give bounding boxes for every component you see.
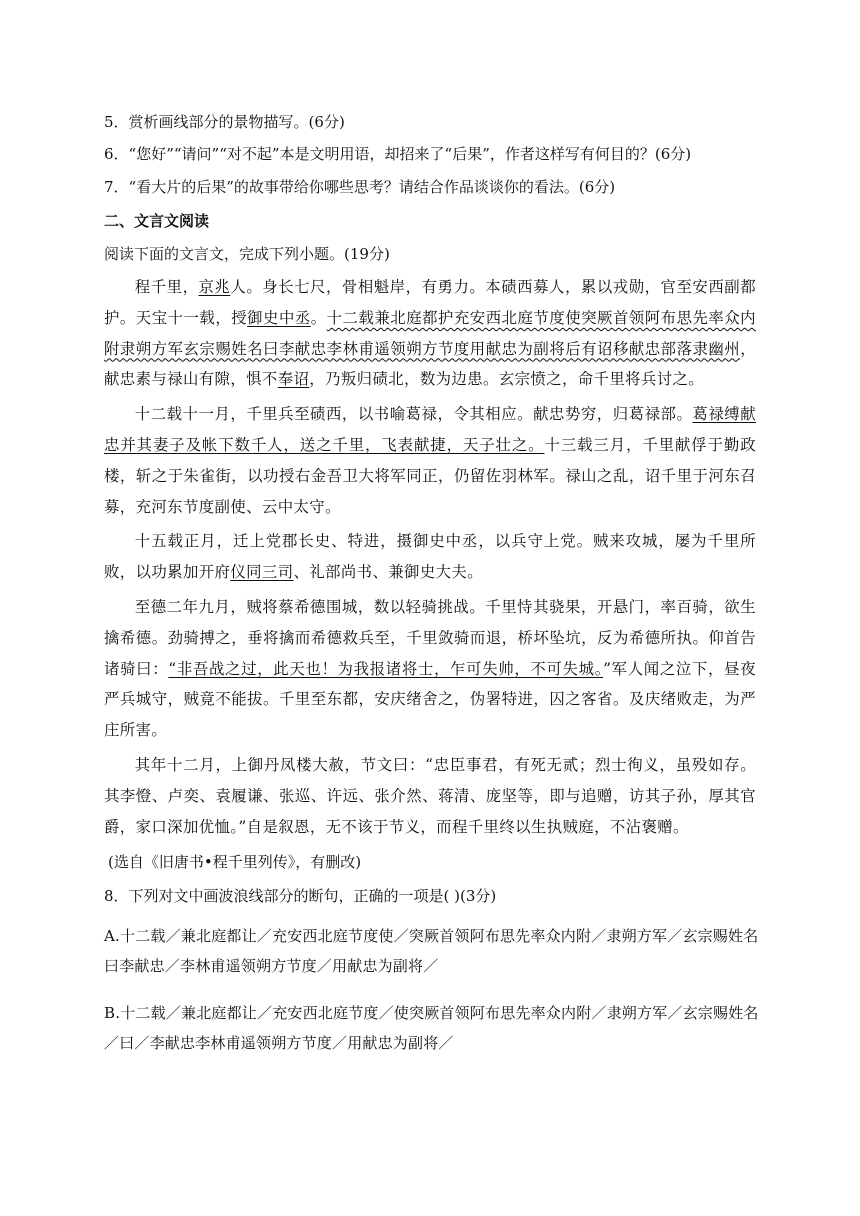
wavy-underlined-sentence: 十二载兼北庭都护充安西北庭节度使突厥首领阿布思先率众内附隶朔方军玄宗赐姓名曰李献忠李林甫遥领朔方节度用献忠为副将后有诏移献忠部落隶幽州 [104, 308, 756, 358]
option-b: B.十二载／兼北庭都让／充安西北庭节度／使突厥首领阿布思先率众内附／隶朔方军／玄宗赐姓名／曰／李献忠李林甫遥领朔方节度／用献忠为副将／ [104, 1004, 759, 1052]
section-title: 二、文言文阅读 [104, 212, 210, 230]
text-run: 。 [310, 308, 327, 327]
underlined-term-fengzhao: 奉诏 [277, 370, 310, 389]
question-8-stem: 8．下列对文中画波浪线部分的断句，正确的一项是( )(3分) [104, 887, 497, 905]
text-run: ”军人闻之泣下，昼夜严兵城守，贼竟不能拔。千里至东都，安庆绪舍之，伪署特进，囚之客省。及庆绪败走，为严庄所害。 [104, 659, 756, 740]
text-run: ，献忠素与禄山有隙，惧不 [104, 339, 756, 389]
passage-paragraph-3 [104, 526, 756, 588]
text-run: 十五载正月，迁上党郡长史、特进，摄御史中丞，以兵守上党。贼来攻城，屡为千里所败，以功累加开府 [104, 532, 756, 582]
text-run: 十二载十一月，千里兵至碛西，以书喻葛禄，令其相应。献忠势穷，归葛禄部。 [134, 405, 693, 424]
passage-source: (选自《旧唐书•程千里列传》，有删改) [108, 853, 362, 871]
text-run: ，乃叛归碛北，数为边患。玄宗愤之，命千里将兵讨之。 [309, 370, 705, 389]
question-7: 7．“看大片的后果”的故事带给你哪些思考？请结合作品谈谈你的看法。(6分) [104, 178, 616, 196]
underlined-term-yushizhongcheng: 御史中丞 [247, 308, 311, 327]
text-run: 至德二年九月，贼将蔡希德围城，数以轻骑挑战。千里恃其骁果，开悬门，率百骑，欲生擒希德。劲骑搏之，垂将擒而希德救兵至，千里敛骑而退，桥坏坠坑，反为希德所执。仰首告诸骑曰： [104, 597, 756, 678]
underlined-term-jingzhao: 京兆 [198, 278, 231, 296]
section-instruction: 阅读下面的文言文，完成下列小题。(19分) [104, 245, 390, 263]
passage-paragraph-1 [104, 272, 756, 395]
underlined-term-yitongsansi: 仪同三司 [230, 563, 294, 582]
text-run: 、礼部尚书、兼御史大夫。 [293, 563, 483, 582]
underlined-quote: “非吾战之过，此天也！为我报诸将士，乍可失帅，不可失城。 [168, 659, 604, 678]
text-run: 人。身长七尺，骨相魁岸，有勇力。本碛西募人，累以戎勋，官至安西副都护。天宝十一载，授 [104, 278, 756, 327]
text-run: 十三载三月，千里献俘于勤政楼，斩之于朱雀街，以功授右金吾卫大将军同正，仍留佐羽林军。禄山之乱，诏千里于河东召募，充河东节度副使、云中太守。 [104, 435, 756, 516]
question-5: 5．赏析画线部分的景物描写。(6分) [104, 113, 345, 131]
option-a: A.十二载／兼北庭都让／充安西北庭节度使／突厥首领阿布思先率众内附／隶朔方军／玄宗赐姓名曰李献忠／李林甫遥领朔方节度／用献忠为副将／ [104, 927, 759, 975]
passage-paragraph-5: 其年十二月，上御丹凤楼大赦，节文曰：“忠臣事君，有死无贰；烈士徇义，虽殁如存。其李憕、卢奕、袁履谦、张巡、许远、张介然、蒋清、庞坚等，即与追赠，访其子孙，厚其官爵，家口深加优恤。”自是叙恩，无不该于节义，而程千里终以生执贼庭，不沾褒赠。 [104, 755, 756, 836]
passage-paragraph-4 [104, 592, 756, 746]
question-6: 6．“您好”“请问”“对不起”本是文明用语，却招来了“后果”，作者这样写有何目的？(6分) [104, 145, 692, 163]
classical-passage [104, 272, 756, 846]
underlined-sentence-gelu: 葛禄缚献忠并其妻子及帐下数千人，送之千里，飞表献捷，天子壮之。 [104, 405, 756, 454]
text-run: 程千里， [134, 278, 199, 296]
passage-paragraph-2 [104, 399, 756, 522]
